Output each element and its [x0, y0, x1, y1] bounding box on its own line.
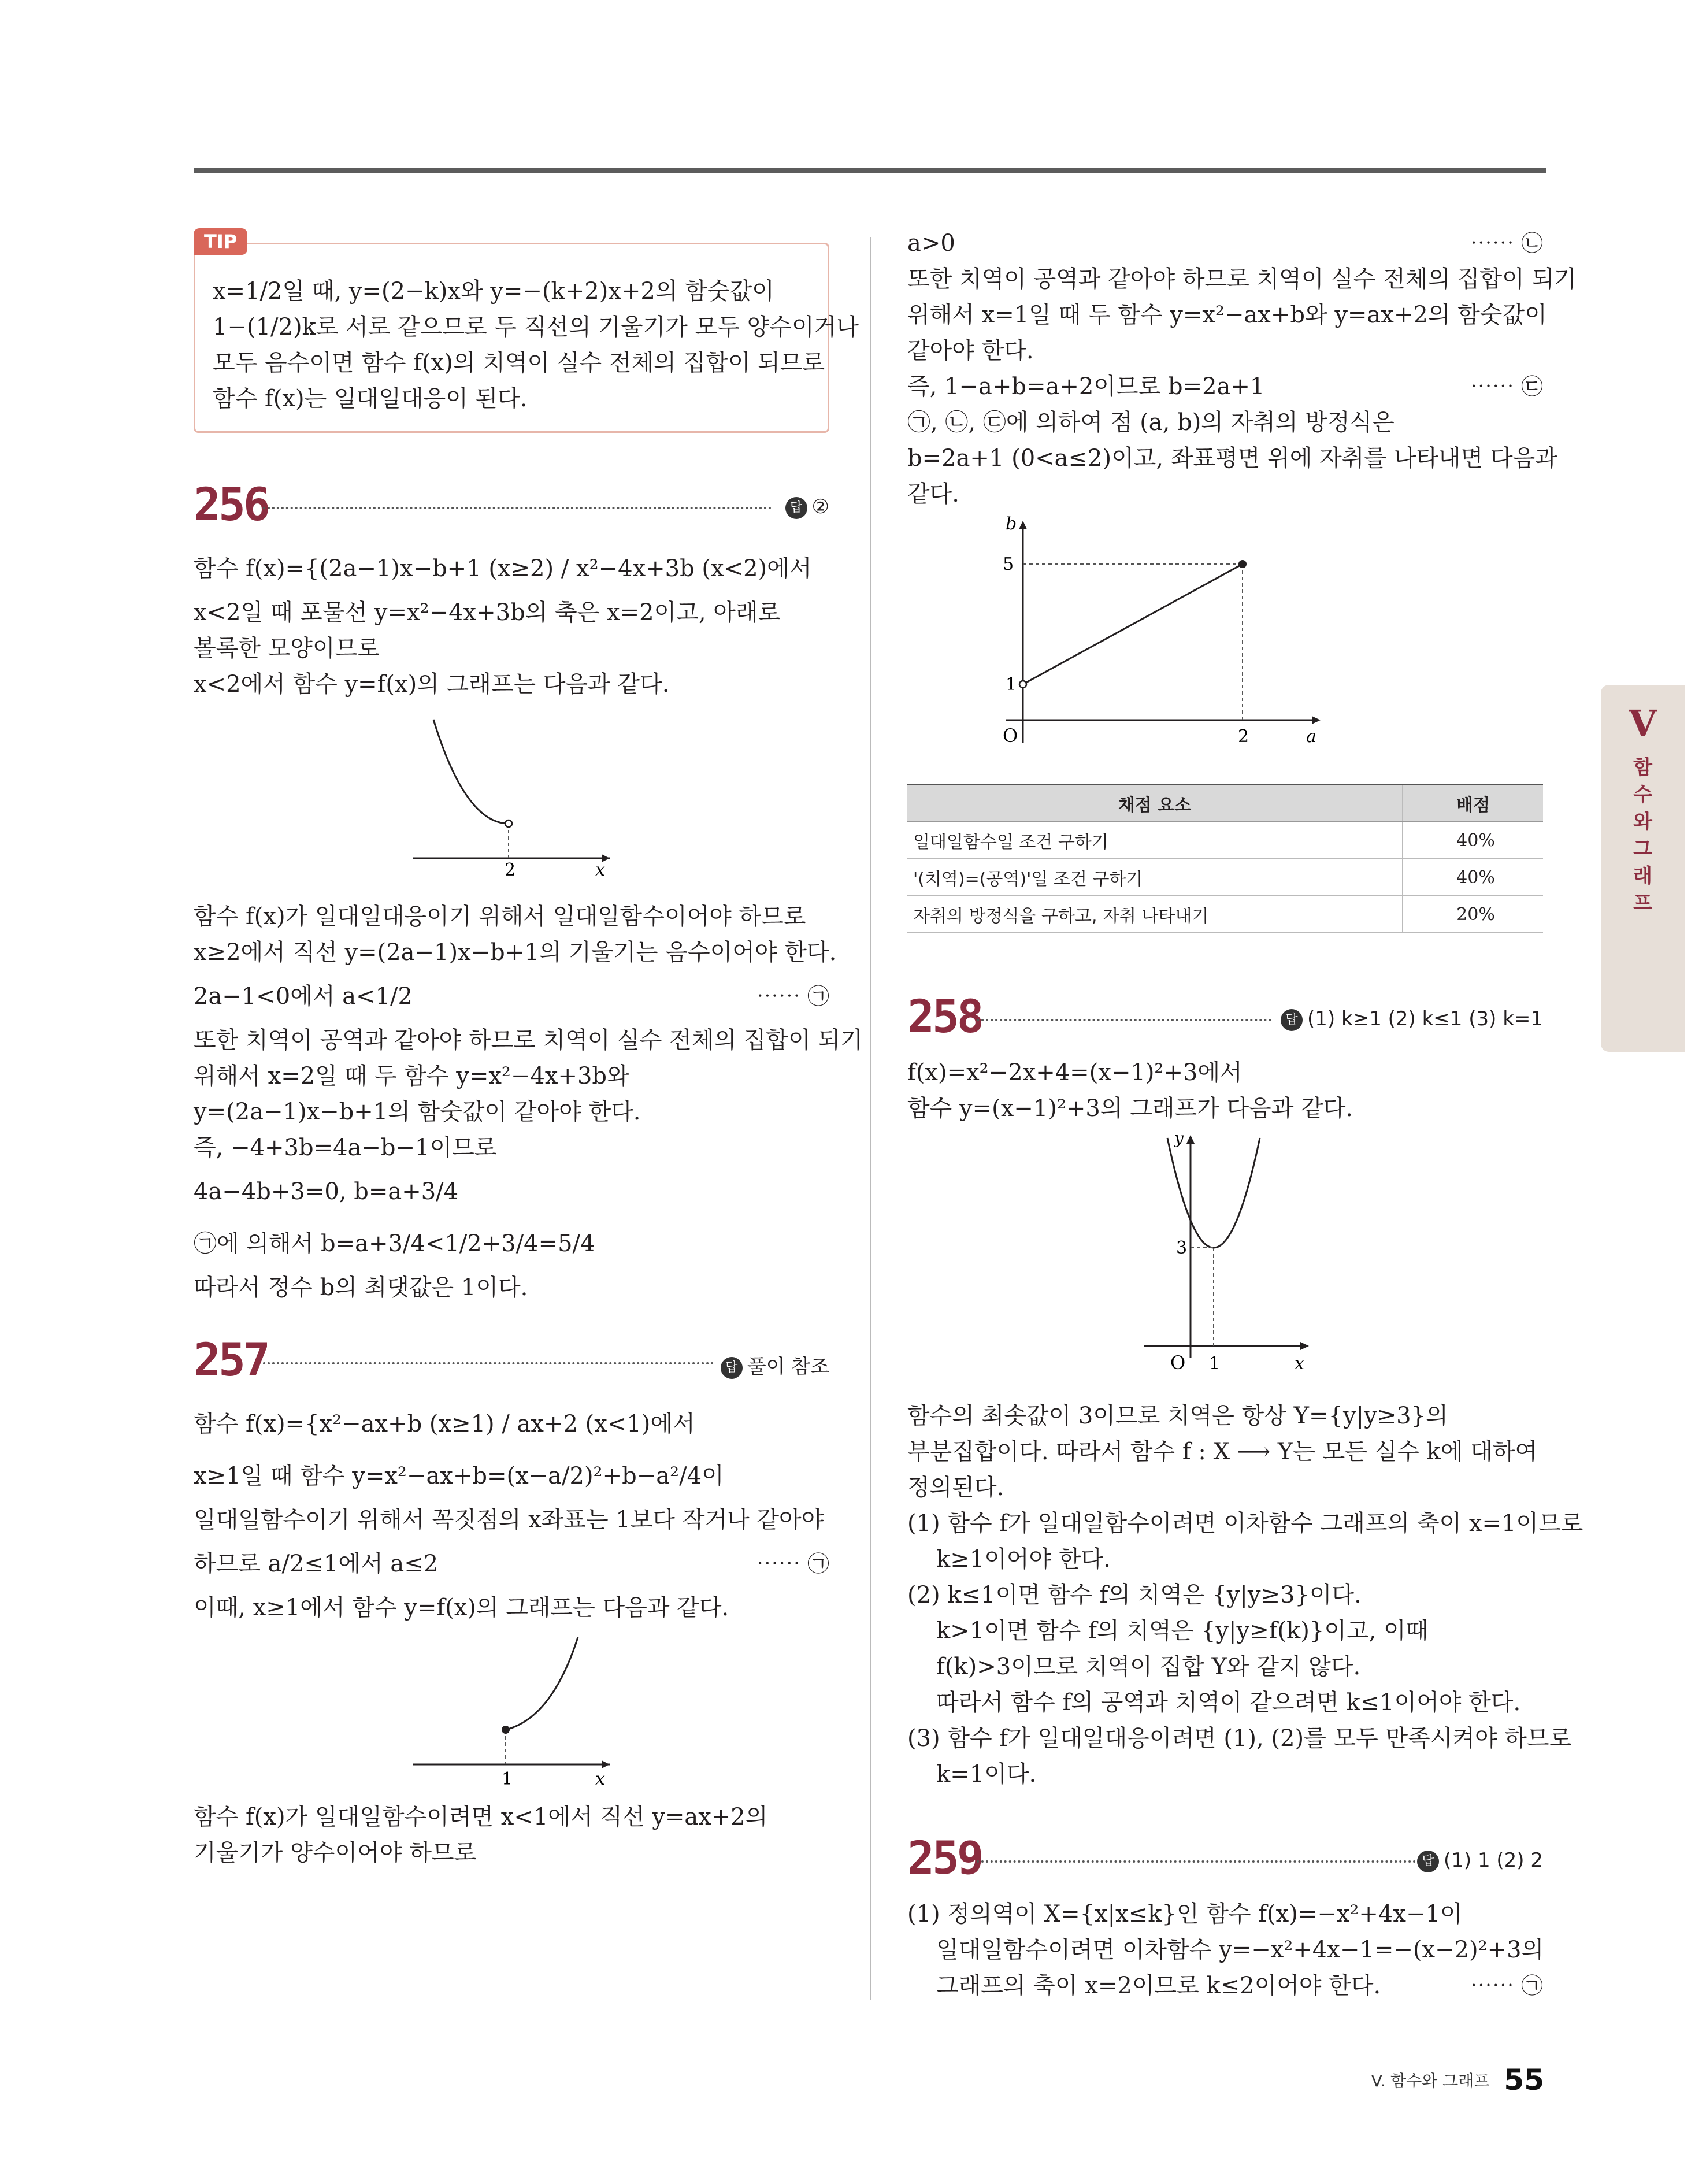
table-header-row [907, 785, 1543, 822]
y-label: b [1006, 514, 1017, 534]
tip-label: TIP [194, 228, 247, 255]
y-label: y [1174, 1129, 1184, 1148]
column-divider [870, 237, 871, 2000]
solution-line: (1) 함수 f가 일대일함수이려면 이차함수 그래프의 축이 x=1이므로 [907, 1510, 1583, 1537]
solution-line: x<2일 때 포물선 y=x²−4x+3b의 축은 x=2이고, 아래로 [194, 599, 781, 626]
solution-line: x≥2에서 직선 y=(2a−1)x−b+1의 기울기는 음수이어야 한다. [194, 939, 837, 966]
solution-line: k>1이면 함수 f의 치역은 {y|y≥f(k)}이고, 이때 [936, 1618, 1429, 1644]
solution-line: k=1이다. [936, 1761, 1037, 1788]
answer-label [785, 495, 829, 519]
solution-line: 함수의 최솟값이 3이므로 치역은 항상 Y={y|y≥3}의 [907, 1403, 1448, 1429]
solution-text: a>0 [907, 230, 955, 257]
problem-number: 257 [194, 1334, 268, 1386]
footer-chapter: V. 함수와 그래프 [1371, 2071, 1490, 2090]
solution-line: 같다. [907, 481, 959, 507]
solution-line: k≥1이어야 한다. [936, 1546, 1111, 1573]
tip-line: x=1/2일 때, y=(2−k)x와 y=−(k+2)x+2의 함숫값이 [213, 278, 774, 305]
condition-mark: ⋯⋯ ㉠ [1470, 1973, 1543, 1998]
table-cell: 자취의 방정식을 구하고, 자취 나타내기 [907, 896, 1403, 933]
problem-257-header [194, 1329, 829, 1398]
x-tick-1: 1 [1209, 1354, 1221, 1374]
solution-line: 함수 y=(x−1)²+3의 그래프가 다음과 같다. [907, 1095, 1353, 1122]
answer-label [721, 1351, 829, 1379]
condition-mark: ⋯⋯ ㉠ [756, 984, 829, 1009]
chapter-title-vertical: 함 수 와 그 래 프 [1633, 756, 1652, 915]
answer-value: (1) 1 (2) 2 [1443, 1849, 1543, 1872]
y-axis-arrow [1186, 1135, 1195, 1144]
answer-icon: 답 [1281, 1009, 1303, 1031]
page-footer [1371, 2063, 1544, 2097]
x-label: x [595, 1769, 605, 1789]
solution-line [907, 369, 1543, 405]
scoring-table [907, 784, 1543, 933]
solution-text: 2a−1<0에서 a<1/2 [194, 983, 413, 1010]
solution-line: x<2에서 함수 y=f(x)의 그래프는 다음과 같다. [194, 671, 670, 698]
leader-dots [977, 1019, 1271, 1021]
solution-line: 즉, −4+3b=4a−b−1이므로 [194, 1134, 497, 1161]
table-row [907, 822, 1543, 859]
locus-segment [1023, 564, 1243, 684]
table-header: 채점 요소 [907, 785, 1403, 822]
solution-line: 정의된다. [907, 1474, 1004, 1501]
solution-line: (2) k≤1이면 함수 f의 치역은 {y|y≥3}이다. [907, 1582, 1362, 1608]
x-label: a [1306, 726, 1316, 747]
y-tick-3: 3 [1176, 1238, 1188, 1258]
condition-mark: ⋯⋯ ㉡ [1470, 231, 1543, 256]
table-row [907, 859, 1543, 896]
y-axis-arrow [1019, 521, 1027, 529]
x-tick: 1 [502, 1769, 513, 1789]
right-column [907, 225, 1583, 2004]
answer-icon: 답 [721, 1357, 743, 1379]
leader-dots [977, 1860, 1416, 1863]
closed-point [1238, 560, 1247, 568]
solution-line: 함수 f(x)={(2a−1)x−b+1 (x≥2) / x²−4x+3b (x<2)에서 [194, 555, 812, 582]
x-axis-arrow [1300, 1342, 1309, 1350]
solution-line: 일대일함수이기 위해서 꼭짓점의 x좌표는 1보다 작거나 같아야 [194, 1507, 824, 1533]
solution-line: 함수 f(x)가 일대일함수이려면 x<1에서 직선 y=ax+2의 [194, 1804, 768, 1830]
origin-label: O [1003, 725, 1018, 747]
solution-text: 하므로 a/2≤1에서 a≤2 [194, 1551, 439, 1577]
solution-line: ㉠, ㉡, ㉢에 의하여 점 (a, b)의 자취의 방정식은 [907, 409, 1395, 436]
solution-line: y=(2a−1)x−b+1의 함숫값이 같아야 한다. [194, 1099, 641, 1125]
left-column [194, 225, 863, 1871]
solution-line: ㉠에 의해서 b=a+3/4<1/2+3/4=5/4 [194, 1230, 595, 1257]
x-tick: 2 [505, 860, 516, 876]
parabola-curve [1167, 1138, 1260, 1248]
locus-graph-257 [907, 512, 1543, 766]
answer-value: ② [811, 495, 829, 518]
problem-number: 258 [907, 991, 982, 1043]
chapter-roman: V [1629, 702, 1657, 744]
table-row [907, 896, 1543, 933]
solution-line: x≥1일 때 함수 y=x²−ax+b=(x−a/2)²+b−a²/4이 [194, 1463, 724, 1489]
page-number: 55 [1504, 2063, 1544, 2097]
chapter-side-tab [1601, 685, 1685, 1052]
problem-number: 259 [907, 1833, 982, 1885]
problem-258-header [907, 985, 1543, 1055]
solution-line: 부분집합이다. 따라서 함수 f : X ⟶ Y는 모든 실수 k에 대하여 [907, 1438, 1538, 1465]
problem-256-header [194, 473, 829, 543]
parabola-curve [433, 720, 509, 824]
open-point [1019, 681, 1026, 688]
top-rule [194, 168, 1546, 173]
answer-value: (1) k≥1 (2) k≤1 (3) k=1 [1307, 1007, 1543, 1030]
solution-line: 4a−4b+3=0, b=a+3/4 [194, 1178, 459, 1205]
x-axis-arrow [1312, 716, 1321, 724]
answer-label [1417, 1849, 1543, 1872]
condition-mark: ⋯⋯ ㉠ [756, 1551, 829, 1577]
solution-line: 따라서 정수 b의 최댓값은 1이다. [194, 1274, 528, 1301]
solution-line: (3) 함수 f가 일대일대응이려면 (1), (2)를 모두 만족시켜야 하므로 [907, 1725, 1572, 1752]
curve [506, 1637, 578, 1730]
solution-line: 위해서 x=1일 때 두 함수 y=x²−ax+b와 y=ax+2의 함숫값이 [907, 302, 1547, 328]
open-point [505, 820, 512, 827]
answer-value: 풀이 참조 [747, 1355, 829, 1378]
solution-line: b=2a+1 (0<a≤2)이고, 좌표평면 위에 자취를 나타내면 다음과 [907, 445, 1557, 472]
table-cell: 20% [1403, 896, 1543, 933]
solution-line: 같아야 한다. [907, 338, 1034, 364]
table-cell: 40% [1403, 822, 1543, 859]
graph-256 [194, 702, 829, 876]
solution-line [194, 1538, 829, 1590]
problem-259-header [907, 1827, 1543, 1896]
answer-icon: 답 [1417, 1851, 1439, 1872]
solution-line [907, 1968, 1543, 2004]
solution-line: 따라서 함수 f의 공역과 치역이 같으려면 k≤1이어야 한다. [936, 1689, 1521, 1716]
y-tick-1: 1 [1006, 674, 1017, 695]
x-tick-2: 2 [1238, 726, 1249, 747]
solution-line: 위해서 x=2일 때 두 함수 y=x²−4x+3b와 [194, 1063, 629, 1089]
graph-257 [194, 1626, 829, 1799]
solution-line [907, 225, 1543, 261]
tip-line: 1−(1/2)k로 서로 같으므로 두 직선의 기울기가 모두 양수이거나 [213, 314, 859, 340]
solution-line [194, 970, 829, 1022]
graph-258 [907, 1126, 1543, 1381]
x-axis-arrow [602, 1760, 610, 1768]
table-header: 배점 [1403, 785, 1543, 822]
table-cell: 일대일함수일 조건 구하기 [907, 822, 1403, 859]
leader-dots [263, 507, 772, 509]
solution-line: 일대일함수이려면 이차함수 y=−x²+4x−1=−(x−2)²+3의 [936, 1937, 1544, 1963]
solution-line: 또한 치역이 공역과 같아야 하므로 치역이 실수 전체의 집합이 되기 [907, 266, 1577, 292]
solution-line: 볼록한 모양이므로 [194, 635, 380, 662]
solution-line: 함수 f(x)가 일대일대응이기 위해서 일대일함수이어야 하므로 [194, 903, 806, 930]
solution-line: 또한 치역이 공역과 같아야 하므로 치역이 실수 전체의 집합이 되기 [194, 1027, 863, 1054]
table-cell: '(치역)=(공역)'일 조건 구하기 [907, 859, 1403, 896]
problem-number: 256 [194, 479, 268, 531]
origin-label: O [1170, 1352, 1186, 1374]
tip-line: 함수 f(x)는 일대일대응이 된다. [213, 385, 528, 412]
x-label: x [1295, 1354, 1304, 1374]
x-label: x [595, 860, 605, 876]
solution-line: 함수 f(x)={x²−ax+b (x≥1) / ax+2 (x<1)에서 [194, 1411, 695, 1437]
leader-dots [263, 1362, 714, 1364]
solution-line: f(k)>3이므로 치역이 집합 Y와 같지 않다. [936, 1653, 1361, 1680]
y-tick-5: 5 [1003, 554, 1014, 574]
solution-text: 즉, 1−a+b=a+2이므로 b=2a+1 [907, 373, 1265, 400]
answer-icon: 답 [785, 497, 807, 519]
solution-text: 그래프의 축이 x=2이므로 k≤2이어야 한다. [936, 1972, 1381, 1999]
condition-mark: ⋯⋯ ㉢ [1470, 374, 1543, 399]
solution-line: f(x)=x²−2x+4=(x−1)²+3에서 [907, 1059, 1243, 1086]
tip-box [194, 231, 859, 433]
solution-line: 기울기가 양수이어야 하므로 [194, 1840, 477, 1866]
answer-label [1281, 1007, 1543, 1031]
solution-line: (1) 정의역이 X={x|x≤k}인 함수 f(x)=−x²+4x−1이 [907, 1901, 1463, 1927]
tip-line: 모두 음수이면 함수 f(x)의 치역이 실수 전체의 집합이 되므로 [213, 350, 825, 376]
closed-point [502, 1726, 510, 1734]
table-cell: 40% [1403, 859, 1543, 896]
solution-line: 이때, x≥1에서 함수 y=f(x)의 그래프는 다음과 같다. [194, 1595, 729, 1621]
